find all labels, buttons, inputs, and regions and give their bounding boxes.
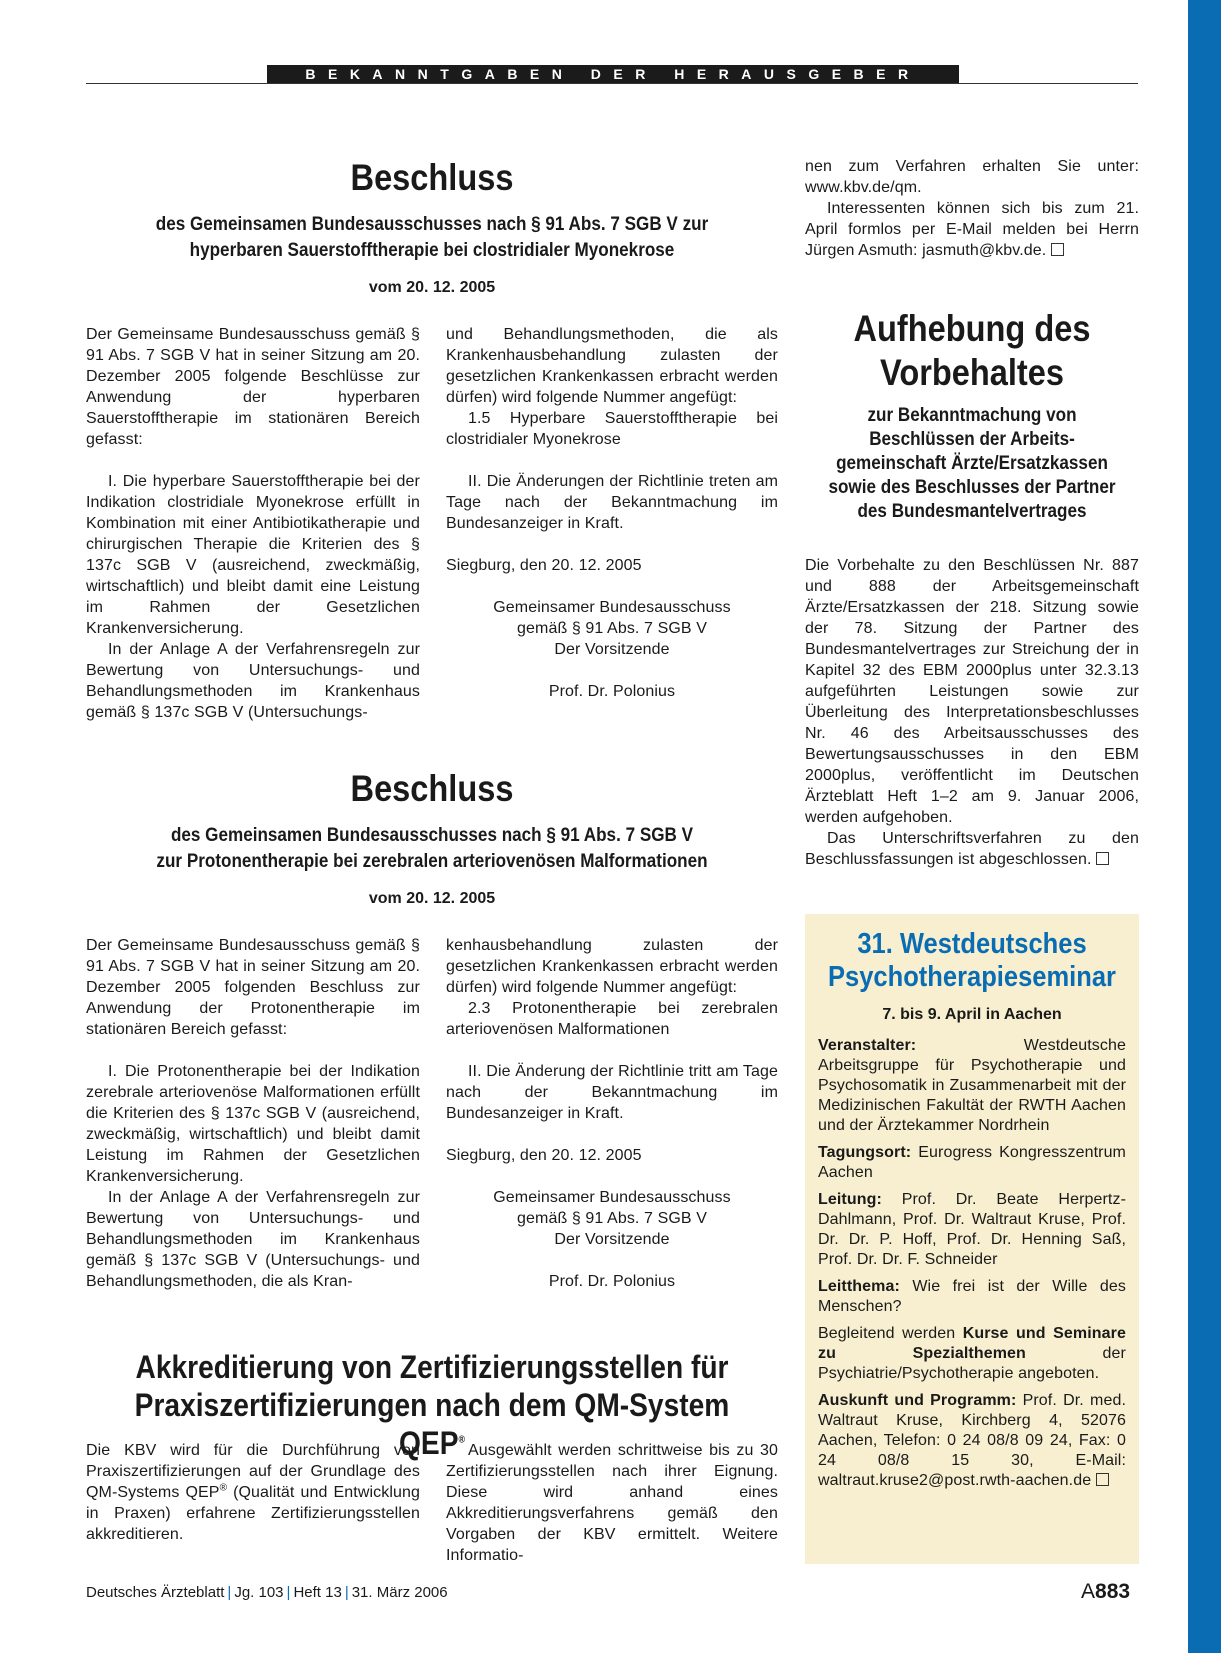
issue: Heft 13 — [293, 1584, 342, 1601]
end-mark-icon — [1096, 852, 1109, 865]
organizer: Veranstalter: Westdeutsche Arbeitsgruppe für Psychotherapie und Psychosomatik in Zusammenarbeit mit der Medizinischen Fakultät der RWTH Aachen und der Ärztekammer Nordrhein — [818, 1037, 1126, 1134]
side-color-bar — [1188, 0, 1221, 1653]
section-header: BEKANNTGABEN DER HERAUSGEBER — [267, 65, 959, 84]
paragraph: Das Unterschriftsverfahren zu den Beschlussfassungen ist abgeschlossen. — [805, 830, 1139, 868]
event-box — [805, 914, 1139, 1564]
article2-title: Beschluss — [350, 768, 514, 809]
article3-title: Akkreditierung von Zertifizierungsstellen für Praxiszertifizierungen nach dem QM-System QEP® — [134, 1349, 730, 1461]
courses: Begleitend werden Kurse und Seminare zu Spezialthemen der Psychiatrie/Psychotherapie angeboten. — [818, 1325, 1126, 1382]
leaders: Leitung: Prof. Dr. Beate Herpertz-Dahlmann, Prof. Dr. Waltraut Kruse, Prof. Dr. Dr. P. Hoff, Prof. Dr. Henning Saß, Prof. Dr. Dr. F. Schneider — [818, 1191, 1126, 1268]
paragraph: Der Gemeinsame Bundesausschuss gemäß § 91 Abs. 7 SGB V hat in seiner Sitzung am 20. Dezember 2005 folgenden Beschluss zur Anwendung der Protonentherapie im stationären Bereich gefasst: — [86, 937, 420, 1038]
paragraph: kenhausbehandlung zulasten der gesetzlichen Krankenkassen erbracht werden dürfen) wird folgende Nummer angefügt: — [446, 937, 778, 996]
volume: Jg. 103 — [234, 1584, 284, 1601]
list-item: 1.5 Hyperbare Sauerstofftherapie bei clostridialer Myonekrose — [446, 410, 778, 448]
article3-col3 — [805, 156, 1139, 261]
signature-line: Der Vorsitzende — [554, 641, 670, 658]
article1-col2 — [446, 324, 778, 702]
paragraph: und Behandlungsmethoden, die als Krankenhausbehandlung zulasten der gesetzlichen Krankenkassen erbracht werden dürfen) wird folgende Nummer angefügt: — [446, 326, 778, 406]
end-mark-icon — [1051, 243, 1064, 256]
signature-line: gemäß § 91 Abs. 7 SGB V — [517, 1210, 707, 1227]
signature-name: Prof. Dr. Polonius — [548, 683, 676, 700]
signature-name: Prof. Dr. Polonius — [548, 1273, 676, 1290]
article4-subtitle: zur Bekanntmachung von Beschlüssen der Arbeits- gemeinschaft Ärzte/Ersatzkassen sowie des Beschlusses der Partner des Bundesmantelvertrages — [828, 405, 1116, 522]
article1-subtitle: des Gemeinsamen Bundesausschusses nach § 91 Abs. 7 SGB V zur hyperbaren Sauerstofftherapie bei clostridialer Myonekrose — [155, 214, 709, 261]
page-number: A883 — [1081, 1580, 1131, 1603]
article1-date: vom 20. 12. 2005 — [368, 279, 496, 296]
article1-col1 — [86, 324, 420, 723]
article1-title: Beschluss — [350, 157, 514, 198]
article2-col1 — [86, 935, 420, 1292]
paragraph: Die KBV wird für die Durchführung von Praxiszertifizierungen auf der Grundlage des QM-Systems QEP® (Qualität und Entwicklung in Praxen) erfahrene Zertifizierungsstellen akkreditieren. — [86, 1442, 420, 1543]
article3-col1 — [86, 1440, 420, 1545]
paragraph: Die Vorbehalte zu den Beschlüssen Nr. 887 und 888 der Arbeitsgemeinschaft Ärzte/Ersatzkassen der 218. Sitzung sowie der 78. Sitzung der Partner des Bundesmantelvertrages zur Streichung der in Kapitel 32 des EBM 2000plus unter 32.3.13 aufgeführten Leistungen sowie zur Überleitung des Interpretationsbeschlusses Nr. 46 des Arbeitsausschusses des Bewertungsausschusses in den EBM 2000plus, veröffentlicht im Deutschen Ärzteblatt Heft 1–2 am 9. Januar 2006, werden aufgehoben. — [805, 557, 1139, 826]
contact: Auskunft und Programm: Prof. Dr. med. Waltraut Kruse, Kirchberg 4, 52076 Aachen, Telefon: 0 24 08/8 09 24, Fax: 0 24 08/8 15 30, E-Mail: waltraut.kruse2@post.rwth-aachen.de — [818, 1392, 1127, 1489]
list-item: 2.3 Protonentherapie bei zerebralen arteriovenösen Malformationen — [446, 1000, 778, 1038]
end-mark-icon — [1096, 1473, 1109, 1486]
paragraph: Interessenten können sich bis zum 21. April formlos per E-Mail melden bei Herrn Jürgen Asmuth: jasmuth@kbv.de. — [805, 200, 1139, 259]
place-date: Siegburg, den 20. 12. 2005 — [446, 1147, 642, 1164]
paragraph: Der Gemeinsame Bundesausschuss gemäß § 91 Abs. 7 SGB V hat in seiner Sitzung am 20. Dezember 2005 folgende Beschlüsse zur Anwendung der hyperbaren Sauerstofftherapie im stationären Bereich gefasst: — [86, 326, 420, 448]
paragraph: II. Die Änderungen der Richtlinie treten am Tage nach der Bekanntmachung im Bundesanzeiger in Kraft. — [446, 473, 778, 532]
theme: Leitthema: Wie frei ist der Wille des Menschen? — [818, 1278, 1126, 1315]
venue: Tagungsort: Eurogress Kongresszentrum Aachen — [818, 1144, 1126, 1181]
paragraph: In der Anlage A der Verfahrensregeln zur Bewertung von Untersuchungs- und Behandlungsmethoden im Krankenhaus gemäß § 137c SGB V (Untersuchungs- — [86, 641, 420, 721]
place-date: Siegburg, den 20. 12. 2005 — [446, 557, 642, 574]
article4-body — [805, 555, 1139, 870]
paragraph: I. Die hyperbare Sauerstofftherapie bei der Indikation clostridiale Myonekrose erfüllt in Kombination mit einer Antibiotikatherapie und chirurgischen Therapie die Kriterien des § 137c SGB V (ausreichend, zweckmäßig, wirtschaftlich) und bleibt damit eine Leistung im Rahmen der Gesetzlichen Krankenversicherung. — [86, 473, 420, 637]
header-rule — [86, 83, 1138, 84]
event-dates: 7. bis 9. April in Aachen — [882, 1006, 1062, 1023]
paragraph: Ausgewählt werden schrittweise bis zu 30 Zertifizierungsstellen nach ihrer Eignung. Diese wird anhand eines Akkreditierungsverfahrens gemäß den Vorgaben der KBV ermittelt. Weitere Informatio- — [446, 1442, 778, 1564]
paragraph: II. Die Änderung der Richtlinie tritt am Tage nach der Bekanntmachung im Bundesanzeiger in Kraft. — [446, 1063, 778, 1122]
signature-line: Gemeinsamer Bundesausschuss — [493, 599, 731, 616]
signature-line: gemäß § 91 Abs. 7 SGB V — [517, 620, 707, 637]
paragraph: nen zum Verfahren erhalten Sie unter: www.kbv.de/qm. — [805, 158, 1139, 196]
footer-citation: Deutsches Ärzteblatt | Jg. 103 | Heft 13 | 31. März 2006 — [86, 1584, 448, 1601]
signature-line: Der Vorsitzende — [554, 1231, 670, 1248]
article4-title: Aufhebung des Vorbehaltes — [853, 308, 1091, 393]
article3-col2 — [446, 1440, 778, 1566]
issue-date: 31. März 2006 — [351, 1584, 448, 1601]
event-details — [805, 1036, 1139, 1491]
article2-subtitle: des Gemeinsamen Bundesausschusses nach § 91 Abs. 7 SGB V zur Protonentherapie bei zerebralen arteriovenösen Malformationen — [156, 825, 708, 872]
paragraph: In der Anlage A der Verfahrensregeln zur Bewertung von Untersuchungs- und Behandlungsmethoden im Krankenhaus gemäß § 137c SGB V (Untersuchungs- und Behandlungsmethoden, die als Kran- — [86, 1189, 420, 1290]
event-title: 31. Westdeutsches Psychotherapieseminar — [828, 928, 1116, 993]
paragraph: I. Die Protonentherapie bei der Indikation zerebrale arteriovenöse Malformationen erfüllt die Kriterien des § 137c SGB V (ausreichend, zweckmäßig, wirtschaftlich) und bleibt damit Leistung im Rahmen der Gesetzlichen Krankenversicherung. — [86, 1063, 420, 1185]
article2-date: vom 20. 12. 2005 — [368, 890, 496, 907]
journal-name: Deutsches Ärzteblatt — [86, 1584, 225, 1601]
signature-line: Gemeinsamer Bundesausschuss — [493, 1189, 731, 1206]
article2-col2 — [446, 935, 778, 1292]
